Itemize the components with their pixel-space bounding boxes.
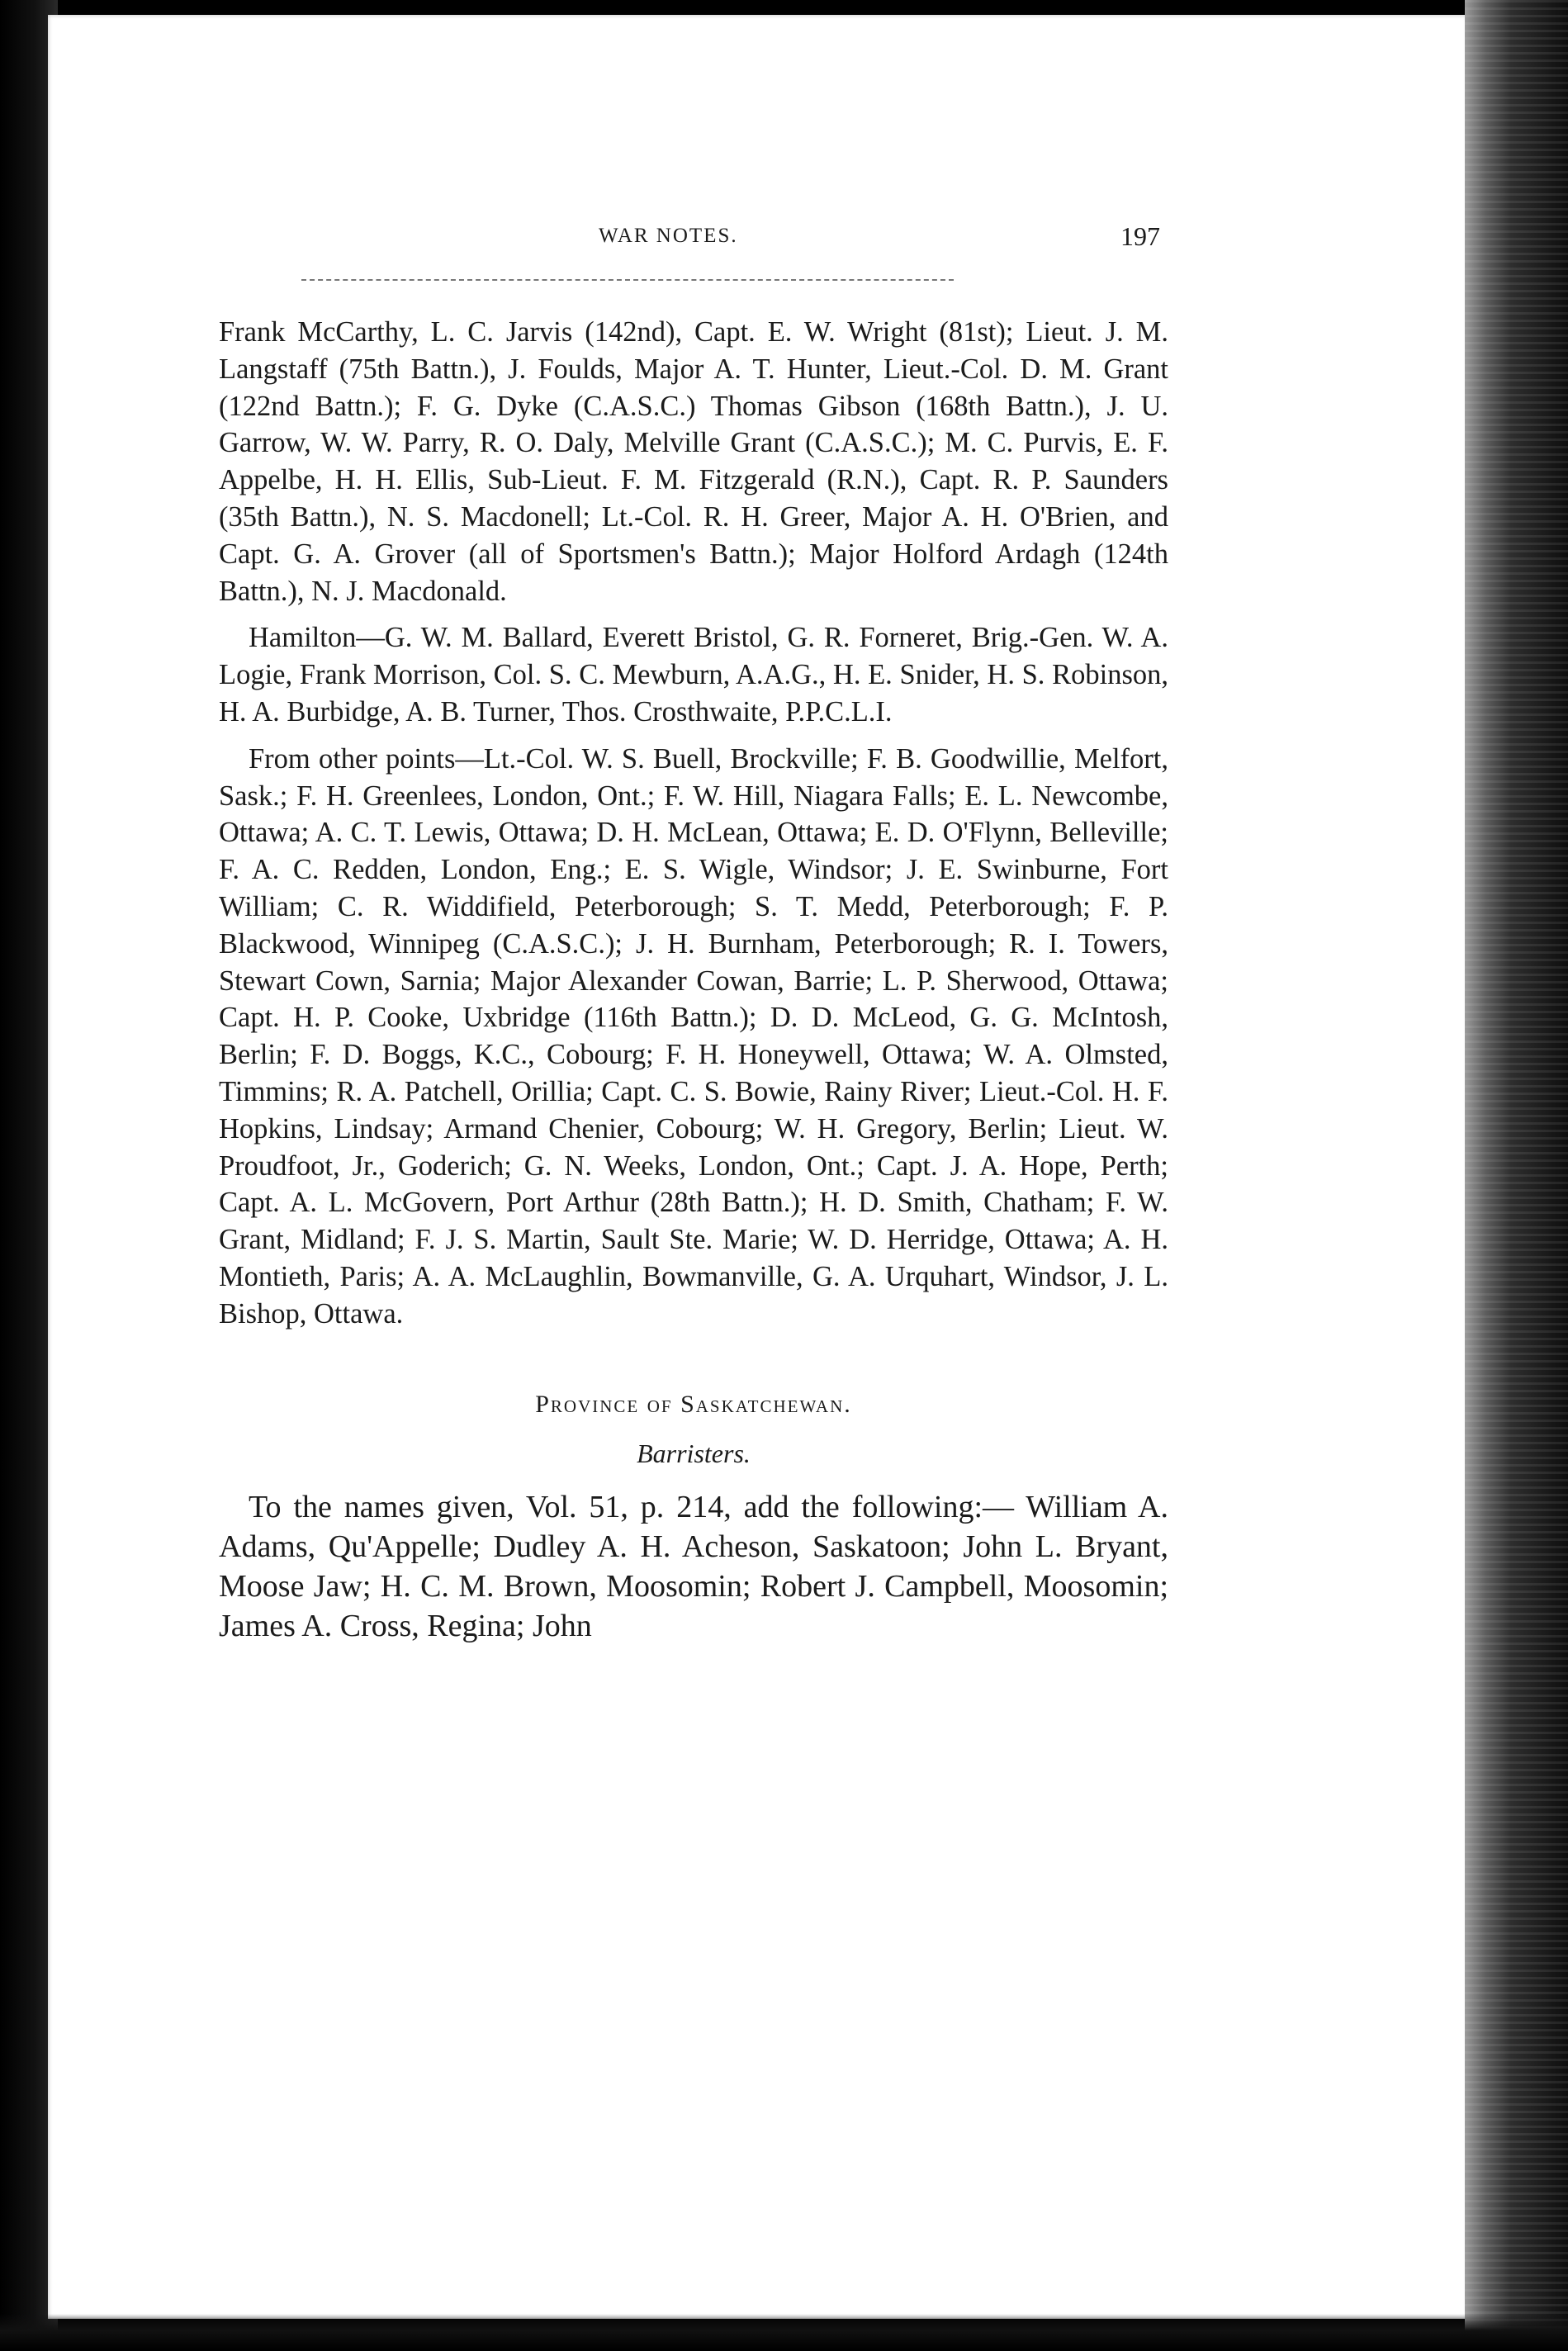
paragraph-hamilton: Hamilton—G. W. M. Ballard, Everett Bristol, G. R. Forneret, Brig.-Gen. W. A. Logie, Frank Morrison, Col. S. C. Mewburn, A.A.G., H. E. Snider, H. S. Robinson, H. A. Burbidge, A. B. Turner, Thos. Crosthwaite, P.P.C.L.I. (219, 622, 1168, 728)
section-subtitle: Barristers. (637, 1438, 751, 1468)
paragraph-toronto-names: Frank McCarthy, L. C. Jarvis (142nd), Capt. E. W. Wright (81st); Lieut. J. M. Langstaff (75th Battn.), J. Foulds, Major A. T. Hunter, Lieut.-Col. D. M. Grant (122nd Battn.); F. G. Dyke (C.A.S.C.) Thomas Gibson (168th Battn.), J. U. Garrow, W. W. Parry, R. O. Daly, Melville Grant (C.A.S.C.); M. C. Purvis, E. F. Appelbe, H. H. Ellis, Sub-Lieut. F. M. Fitzgerald (R.N.), Capt. R. P. Saunders (35th Battn.), N. S. Macdonell; Lt.-Col. R. H. Greer, Major A. H. O'Brien, and Capt. G. A. Grover (all of Sportsmen's Battn.); Major Holford Ardagh (124th Battn.), N. J. Macdonald. (219, 316, 1168, 607)
bottom-scan-edge (0, 2314, 1568, 2351)
paragraph-barristers: To the names given, Vol. 51, p. 214, add the following:— William A. Adams, Qu'Appelle; Dudley A. H. Acheson, Saskatoon; John L. Bryant, Moose Jaw; H. C. M. Brown, Moosomin; Robert J. Campbell, Moosomin; James A. Cross, Regina; John (219, 1489, 1168, 1643)
barristers-body (219, 1487, 1168, 1646)
page-number: 197 (1120, 221, 1160, 251)
section-title: Province of Saskatchewan. (535, 1390, 852, 1418)
running-head: WAR NOTES. (599, 225, 738, 247)
page-content (219, 221, 1168, 1656)
header-rule (301, 279, 954, 281)
right-scan-edge (1465, 0, 1568, 2351)
war-notes-body (219, 314, 1168, 1333)
paragraph-other-points: From other points—Lt.-Col. W. S. Buell, Brockville; F. B. Goodwillie, Melfort, Sask.; F. H. Greenlees, London, Ont.; F. W. Hill, Niagara Falls; E. L. Newcombe, Ottawa; A. C. T. Lewis, Ottawa; D. H. McLean, Ottawa; E. D. O'Flynn, Belleville; F. A. C. Redden, London, Eng.; E. S. Wigle, Windsor; J. E. Swinburne, Fort William; C. R. Widdifield, Peterborough; S. T. Medd, Peterborough; F. P. Blackwood, Winnipeg (C.A.S.C.); J. H. Burnham, Peterborough; R. I. Towers, Stewart Cown, Sarnia; Major Alexander Cowan, Barrie; L. P. Sherwood, Ottawa; Capt. H. P. Cooke, Uxbridge (116th Battn.); D. D. McLeod, G. G. McIntosh, Berlin; F. D. Boggs, K.C., Cobourg; F. H. Honeywell, Ottawa; W. A. Olmsted, Timmins; R. A. Patchell, Orillia; Capt. C. S. Bowie, Rainy River; Lieut.-Col. H. F. Hopkins, Lindsay; Armand Chenier, Cobourg; W. H. Gregory, Berlin; Lieut. W. Proudfoot, Jr., Goderich; G. N. Weeks, London, Ont.; Capt. J. A. Hope, Perth; Capt. A. L. McGovern, Port Arthur (28th Battn.); H. D. Smith, Chatham; F. W. Grant, Midland; F. J. S. Martin, Sault Ste. Marie; W. D. Herridge, Ottawa; A. H. Montieth, Paris; A. A. McLaughlin, Bowmanville, G. A. Urquhart, Windsor, J. L. Bishop, Ottawa. (219, 742, 1168, 1330)
page-header (219, 221, 1168, 271)
